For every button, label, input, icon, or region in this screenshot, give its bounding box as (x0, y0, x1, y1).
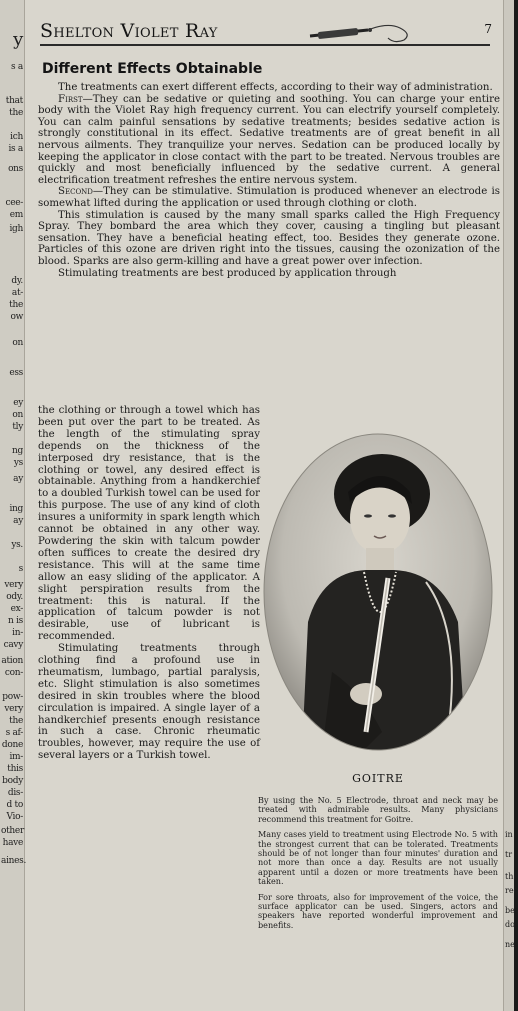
previous-page-fragment: igh (9, 224, 23, 234)
clothing-paragraph: the clothing or through a towel which has been put over the part to be treated. As the length of the stimulating spray depends on the thickness of the interposed dry resistance, that is the clothing or towel, any desired effect is obtainable. Anything from a handkerchief to a doubled Turkish towel can be used for this purpose. The use of any kind of cloth insures a uniformity in spark length which cannot be obtained in any other way. Powdering the skin with talcum powder often suffices to create the desired dry resistance. This will at the same time allow an easy sliding of the applicator. A slight perspiration results from the treatment: this is natural. If the application of talcum powder is not desirable, use of lubricant is recommended. (38, 405, 260, 643)
first-lead: First (58, 93, 83, 105)
next-page-edge (503, 0, 518, 1011)
full-width-text (38, 82, 500, 279)
previous-page-fragment: ation (1, 656, 23, 666)
previous-page-fragment: at- (11, 288, 23, 298)
previous-page-fragment: ex- (10, 604, 23, 614)
previous-page-fragment: have (2, 838, 23, 848)
intro-paragraph: The treatments can exert different effects, according to their way of administration. (58, 82, 493, 93)
previous-page-fragment: that (5, 96, 23, 106)
previous-page-fragment: done (1, 740, 23, 750)
rheumatism-paragraph: Stimulating treatments through clothing find a profound use in rheumatism, lumbago, partial paralysis, etc. Slight stimulation is also sometimes desired in skin troubles where the blood circulation is impaired. A single layer of a handkerchief presents enough resistance in such a case. Chronic rheumatic troubles, however, may require the use of several layers or a Turkish towel. (38, 643, 260, 762)
previous-page-fragment: n is (8, 616, 23, 626)
second-text: —They can be stimulative. Stimulation is produced whenever an electrode is somewhat lifted during the application or used through clothing or cloth. (38, 186, 500, 209)
caption-paragraph-3: For sore throats, also for improvement of the voice, the surface applicator can be used. Singers, actors and speakers have reported wonderful improvement and benefits. (258, 891, 498, 930)
next-page-fragment: ne (505, 940, 515, 949)
previous-page-fragment: ing (9, 504, 23, 514)
caption-paragraph-1: By using the No. 5 Electrode, throat and neck may be treated with admirable results. Many physicians recommend this treatment for Goitre. (258, 795, 498, 824)
previous-page-fragment: this (7, 764, 23, 774)
previous-page-fragment: body (2, 776, 23, 786)
photo-caption-title: GOITRE (352, 772, 404, 785)
previous-page-fragment: ich (10, 132, 23, 142)
left-column-text (38, 405, 260, 762)
next-page-fragment: be (505, 906, 515, 915)
previous-page-fragment: very (4, 704, 23, 714)
previous-page-fragment: ons (8, 164, 23, 174)
section-heading: Different Effects Obtainable (42, 61, 263, 77)
previous-page-fragment: the (9, 108, 23, 118)
previous-page-fragment: em (9, 210, 23, 220)
previous-page-fragment: con- (4, 668, 23, 678)
header-title: Shelton Violet Ray (40, 20, 218, 42)
header-rule (40, 44, 490, 46)
running-header (28, 18, 502, 46)
previous-page-fragment: dis- (7, 788, 23, 798)
previous-page-fragment: d to (6, 800, 23, 810)
woman-portrait-image (262, 432, 494, 752)
previous-page-fragment: cee- (5, 198, 23, 208)
previous-page-fragment: the (9, 300, 23, 310)
stimulation-paragraph: This stimulation is caused by the many small sparks called the High Frequency Spray. They bombard the area which they cover, causing a tingling but pleasant sensation. They have a beneficial heating effect, too. Besides they generate ozone. Particles of this ozone are driven right into the tissues, causing the ozonization of the blood. Sparks are also germ-killing and have a great power over infection. (38, 209, 500, 267)
previous-page-fragment: aines. (1, 856, 27, 866)
previous-page-fragment: on (12, 338, 23, 348)
previous-page-fragment: cavy (3, 640, 23, 650)
page-number: 7 (484, 22, 492, 36)
previous-page-fragment: is a (8, 144, 23, 154)
previous-page-fragment: ys (13, 458, 23, 468)
first-text: —They can be sedative or quieting and soothing. You can charge your entire body with the Violet Ray high frequency current. You can electrify yourself completely. You can calm painful sensations by sedative treatments; besides sedative action is strongly constitutional in its effect. Sedative treatments are of great benefit in all nervous ailments. They tranquilize your nerves. Sedation can be produced locally by keeping the applicator in close contact with the part to be treated. Nervous troubles are quickly and most beneficially influenced by the sedative current. A general electrification treatment refreshes the entire nervous system. (38, 93, 500, 186)
photo-caption-text (258, 796, 498, 936)
previous-page-fragment: ay (13, 474, 23, 484)
previous-page-fragment: dy. (11, 276, 23, 286)
portrait-photo (262, 432, 494, 752)
next-page-fragment: do (505, 920, 515, 929)
previous-page-fragment: ng (12, 446, 23, 456)
previous-page-fragment: ys. (11, 540, 23, 550)
previous-page-fragment: s (18, 564, 23, 574)
previous-page-fragment: other (1, 826, 24, 836)
previous-page-fragment: ess (9, 368, 23, 378)
previous-page-fragment: y (13, 29, 23, 50)
next-page-fragment: th (505, 872, 514, 881)
stimulating-lead-line: Stimulating treatments are best produced by application through (58, 267, 397, 279)
previous-page-fragment: Vio- (6, 812, 23, 822)
previous-page-fragment: on (12, 410, 23, 420)
previous-page-fragment: pow- (2, 692, 23, 702)
previous-page-fragment: s af- (5, 728, 23, 738)
previous-page-edge (0, 0, 25, 1011)
next-page-fragment: in (505, 830, 513, 839)
previous-page-fragment: ay (13, 516, 23, 526)
second-lead: Second (58, 186, 93, 198)
next-page-fragment: rec (505, 886, 518, 895)
previous-page-fragment: im- (9, 752, 23, 762)
next-page-fragment: tr (505, 850, 513, 859)
caption-paragraph-2: Many cases yield to treatment using Electrode No. 5 with the strongest current that can be tolerated. Treatments should be of not longer than four minutes' duration and not more than once a day. Results are not usually apparent until a dozen or more treatments have been taken. (258, 829, 498, 887)
previous-page-fragment: ey (13, 398, 23, 408)
previous-page-fragment: very (4, 580, 23, 590)
previous-page-fragment: in- (12, 628, 23, 638)
previous-page-fragment: tly (12, 422, 23, 432)
second-effect-paragraph (38, 186, 500, 209)
previous-page-fragment: s a (11, 62, 23, 72)
first-effect-paragraph (38, 94, 500, 187)
violet-ray-wand-icon (308, 18, 418, 44)
previous-page-fragment: the (9, 716, 23, 726)
previous-page-fragment: ody. (6, 592, 23, 602)
previous-page-fragment: ow (10, 312, 23, 322)
